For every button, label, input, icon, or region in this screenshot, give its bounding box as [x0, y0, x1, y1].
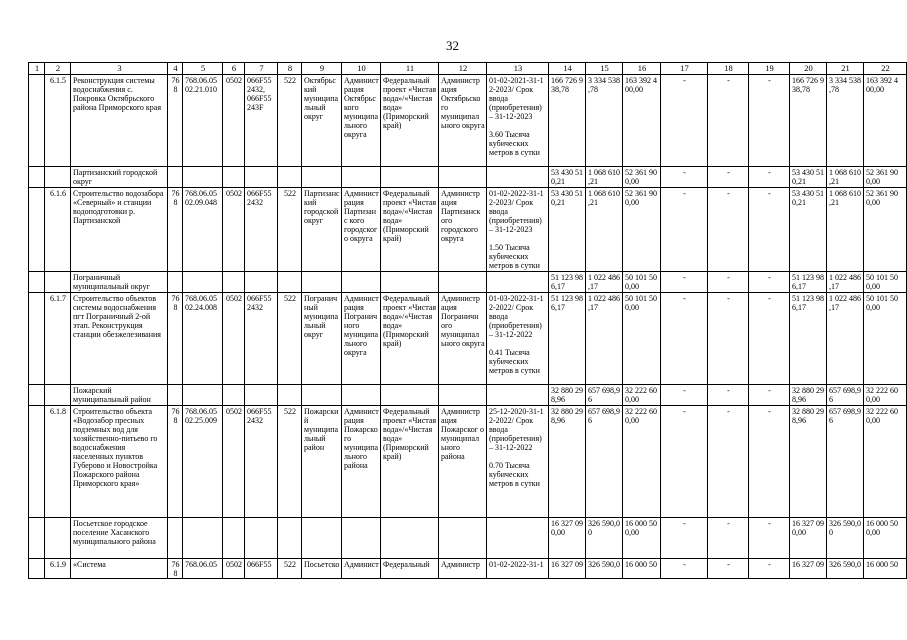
table-cell: Пограничный муниципальный округ	[71, 272, 168, 293]
table-cell: 768.06.05 02.09.048	[183, 188, 223, 272]
table-cell: 326 590,0 0	[827, 518, 864, 559]
table-cell	[29, 559, 45, 579]
table-cell: 768.06.05 02.25.009	[183, 406, 223, 518]
table-cell	[302, 167, 342, 188]
table-cell: 52 361 90 0,00	[864, 188, 907, 272]
table-cell	[278, 518, 302, 559]
table-cell	[342, 272, 381, 293]
table-cell	[342, 167, 381, 188]
table-cell: 326 590,0 0	[586, 518, 623, 559]
table-cell: 51 123 98 6,17	[549, 272, 586, 293]
table-cell	[183, 385, 223, 406]
table-cell: Строительство объектов системы водоснабжения пгт Пограничный 2-ой этап. Реконструкция станции обезжелезивания	[71, 293, 168, 385]
table-cell: 1 022 486 ,17	[586, 272, 623, 293]
table-cell: -	[661, 188, 708, 272]
table-cell: 52 361 90 0,00	[623, 167, 661, 188]
column-header: 20	[790, 63, 827, 75]
table-cell: 657 698,9 6	[586, 385, 623, 406]
table-cell	[487, 518, 549, 559]
table-cell: 1 022 486 ,17	[586, 293, 623, 385]
table-cell	[29, 188, 45, 272]
column-header: 22	[864, 63, 907, 75]
table-cell: 01-02-2021-31-1 2-2023/ Срок ввода (приобретения) – 31-12-2023 3.60 Тысяча кубических метров в сутки	[487, 75, 549, 167]
header-row	[29, 63, 907, 75]
table-cell: -	[661, 518, 708, 559]
column-header: 13	[487, 63, 549, 75]
table-cell	[29, 167, 45, 188]
table-cell: -	[661, 293, 708, 385]
column-header: 9	[302, 63, 342, 75]
table-cell: Федеральный проект «Чистая вода»/«Чистая вода» (Приморский край)	[381, 75, 439, 167]
table-cell: Пожарски й муниципа льный район	[302, 406, 342, 518]
table-cell: 768	[168, 75, 183, 167]
table-cell	[302, 385, 342, 406]
table-cell: 01-03-2022-31-1 2-2022/ Срок ввода (приобретения) – 31-12-2022 0.41 Тысяча кубических метров в сутки	[487, 293, 549, 385]
table-cell: 066F55 2432	[245, 188, 278, 272]
table-cell	[278, 385, 302, 406]
table-cell	[45, 272, 71, 293]
table-cell: Федеральный проект «Чистая вода»/«Чистая вода» (Приморский край)	[381, 188, 439, 272]
table-cell: Реконструкция системы водоснабжения с. Покровка Октябрьского района Приморского края	[71, 75, 168, 167]
table-cell	[29, 293, 45, 385]
table-cell: -	[661, 559, 708, 579]
table-cell: 32 222 60 0,00	[864, 406, 907, 518]
table-cell: 166 726 9 38,78	[549, 75, 586, 167]
table-cell: 768.06.05 02.21.010	[183, 75, 223, 167]
table-cell: 53 430 51 0,21	[549, 188, 586, 272]
table-cell	[487, 167, 549, 188]
table-row	[29, 518, 907, 559]
table-row	[29, 293, 907, 385]
table-cell: 52 361 90 0,00	[623, 188, 661, 272]
table-cell: 3 334 538 ,78	[827, 75, 864, 167]
table-cell: 51 123 98 6,17	[790, 293, 827, 385]
table-cell	[342, 385, 381, 406]
table-cell: 52 361 90 0,00	[864, 167, 907, 188]
table-cell: 16 327 09 0,00	[790, 518, 827, 559]
table-cell	[381, 385, 439, 406]
table-cell: 6.1.8	[45, 406, 71, 518]
table-row	[29, 75, 907, 167]
table-cell	[245, 167, 278, 188]
table-cell: 522	[278, 75, 302, 167]
table-cell: Федеральный проект «Чистая вода»/«Чистая вода» (Приморский край)	[381, 406, 439, 518]
table-cell: Администр	[439, 559, 487, 579]
table-cell: 066F55 2432	[245, 406, 278, 518]
table-cell: Строительство водозабора «Северный» и станции водоподготовки р. Партизанской	[71, 188, 168, 272]
table-cell: -	[661, 272, 708, 293]
table-cell: Погранич ный муниципа льный округ	[302, 293, 342, 385]
table-cell	[29, 272, 45, 293]
table-cell: 0502	[223, 188, 245, 272]
table-cell: Посьетское городское поселение Хасанского муниципального района	[71, 518, 168, 559]
table-cell: 16 000 50 0,00	[623, 518, 661, 559]
table-cell: 32 880 29 8,96	[549, 406, 586, 518]
page-number: 32	[446, 38, 459, 53]
table-cell: 25-12-2020-31-1 2-2022/ Срок ввода (приобретения) – 31-12-2022 0.70 Тысяча кубических метров в сутки	[487, 406, 549, 518]
table-cell	[29, 75, 45, 167]
table-cell: -	[749, 167, 790, 188]
table-cell	[29, 406, 45, 518]
table-cell: 16 000 50	[864, 559, 907, 579]
table-cell: 768.06.05 02.24.008	[183, 293, 223, 385]
table-cell: 768	[168, 188, 183, 272]
table-cell: 0502	[223, 406, 245, 518]
table-cell: Октябрьс кий муниципа льный округ	[302, 75, 342, 167]
table-cell: 32 222 60 0,00	[864, 385, 907, 406]
table-cell: 6.1.9	[45, 559, 71, 579]
table-cell: 1 068 610 ,21	[586, 188, 623, 272]
table-cell: -	[749, 293, 790, 385]
table-cell: Федеральный	[381, 559, 439, 579]
table-cell	[183, 272, 223, 293]
column-header: 21	[827, 63, 864, 75]
column-header: 12	[439, 63, 487, 75]
table-cell: -	[708, 167, 749, 188]
table-cell: -	[749, 406, 790, 518]
budget-table	[28, 62, 907, 579]
table-cell: 768.06.05	[183, 559, 223, 579]
table-cell: Админист рация Октябрьс кого муниципа льного округа	[342, 75, 381, 167]
table-cell	[168, 385, 183, 406]
table-cell	[439, 272, 487, 293]
table-cell: 0502	[223, 293, 245, 385]
table-cell: Админист рация Партизанс кого городског о округа	[342, 188, 381, 272]
table-cell	[245, 272, 278, 293]
column-header: 17	[661, 63, 708, 75]
table-cell: -	[708, 293, 749, 385]
table-cell: 50 101 50 0,00	[623, 272, 661, 293]
table-cell: 32 222 60 0,00	[623, 406, 661, 518]
table-cell: 51 123 98 6,17	[790, 272, 827, 293]
table-cell: 32 222 60 0,00	[623, 385, 661, 406]
table-cell: Администр ация Октябрьско го муниципал ьного округа	[439, 75, 487, 167]
table-cell: 326 590,0	[827, 559, 864, 579]
table-row	[29, 559, 907, 579]
table-cell: 6.1.5	[45, 75, 71, 167]
table-cell	[29, 385, 45, 406]
table-cell: 657 698,9 6	[827, 406, 864, 518]
column-header: 2	[45, 63, 71, 75]
table-cell	[381, 272, 439, 293]
table-cell: 1 068 610 ,21	[827, 167, 864, 188]
table-cell: -	[661, 167, 708, 188]
table-cell	[168, 518, 183, 559]
table-cell: Посьетско	[302, 559, 342, 579]
table-cell: -	[708, 406, 749, 518]
table-cell	[439, 167, 487, 188]
table-cell: 1 068 610 ,21	[827, 188, 864, 272]
table-cell	[302, 518, 342, 559]
table-cell: -	[749, 385, 790, 406]
table-cell: Партизанс кий городской округ	[302, 188, 342, 272]
table-cell	[245, 385, 278, 406]
table-row	[29, 188, 907, 272]
table-cell	[183, 518, 223, 559]
table-cell	[29, 518, 45, 559]
table-cell: -	[749, 188, 790, 272]
column-header: 14	[549, 63, 586, 75]
table-cell: Федеральный проект «Чистая вода»/«Чистая вода» (Приморский край)	[381, 293, 439, 385]
table-cell: 066F55 2432	[245, 293, 278, 385]
table-cell: -	[661, 75, 708, 167]
table-cell: 16 000 50	[623, 559, 661, 579]
column-header: 15	[586, 63, 623, 75]
table-cell: -	[708, 272, 749, 293]
table-cell: 53 430 51 0,21	[549, 167, 586, 188]
table-cell: 522	[278, 406, 302, 518]
column-header: 4	[168, 63, 183, 75]
table-cell	[439, 518, 487, 559]
table-cell: 53 430 51 0,21	[790, 188, 827, 272]
table-cell: 326 590,0	[586, 559, 623, 579]
table-cell: 53 430 51 0,21	[790, 167, 827, 188]
table-cell	[302, 272, 342, 293]
table-cell: Админист рация Погранич ного муниципа льного округа	[342, 293, 381, 385]
table-cell: 6.1.7	[45, 293, 71, 385]
column-header: 8	[278, 63, 302, 75]
table-cell: 657 698,9 6	[827, 385, 864, 406]
table-cell: 066F55	[245, 559, 278, 579]
table-cell	[278, 272, 302, 293]
table-cell: 50 101 50 0,00	[864, 272, 907, 293]
table-cell	[223, 518, 245, 559]
table-cell: -	[749, 518, 790, 559]
table-cell: 01-02-2022-31-1	[487, 559, 549, 579]
table-cell: Строительство объекта «Водозабор пресных подземных вод для хозяйственно-питьево го водоснабжения населенных пунктов Губерово и Новостройка Пожарского района Приморского края»	[71, 406, 168, 518]
column-header: 5	[183, 63, 223, 75]
table-cell	[487, 272, 549, 293]
table-cell: Партизанский городской округ	[71, 167, 168, 188]
table-cell: 768	[168, 293, 183, 385]
table-cell: «Система	[71, 559, 168, 579]
table-cell: -	[708, 75, 749, 167]
table-row	[29, 406, 907, 518]
table-cell	[168, 272, 183, 293]
table-cell: -	[661, 385, 708, 406]
table-cell	[223, 167, 245, 188]
table-cell: 163 392 4 00,00	[623, 75, 661, 167]
table-cell: 6.1.6	[45, 188, 71, 272]
table-row	[29, 272, 907, 293]
table-cell	[223, 272, 245, 293]
table-cell: 522	[278, 293, 302, 385]
table-cell: 1 022 486 ,17	[827, 272, 864, 293]
table-cell: 16 327 09	[790, 559, 827, 579]
table-cell	[245, 518, 278, 559]
table-cell	[381, 167, 439, 188]
table-cell: Админист рация Пожарско го муниципа льного района	[342, 406, 381, 518]
table-cell	[487, 385, 549, 406]
table-cell: 0502	[223, 75, 245, 167]
column-header: 7	[245, 63, 278, 75]
table-cell: 51 123 98 6,17	[549, 293, 586, 385]
table-cell: 16 327 09 0,00	[549, 518, 586, 559]
table-cell: 3 334 538 ,78	[586, 75, 623, 167]
table-cell: 163 392 4 00,00	[864, 75, 907, 167]
table-cell	[45, 518, 71, 559]
table-cell: 32 880 29 8,96	[790, 385, 827, 406]
column-header: 19	[749, 63, 790, 75]
column-header: 3	[71, 63, 168, 75]
column-header: 16	[623, 63, 661, 75]
column-header: 10	[342, 63, 381, 75]
table-cell: 657 698,9 6	[586, 406, 623, 518]
table-cell	[381, 518, 439, 559]
table-cell: 01-02-2022-31-1 2-2023/ Срок ввода (приобретения) – 31-12-2023 1.50 Тысяча кубических метров в сутки	[487, 188, 549, 272]
table-cell: 066F55 2432, 066F55 243F	[245, 75, 278, 167]
table-cell: -	[749, 559, 790, 579]
table-cell	[439, 385, 487, 406]
table-cell	[168, 167, 183, 188]
table-cell	[45, 385, 71, 406]
table-cell: Администр ация Пожарског о муниципал ьного района	[439, 406, 487, 518]
table-cell	[183, 167, 223, 188]
table-cell	[342, 518, 381, 559]
table-cell: 16 327 09	[549, 559, 586, 579]
table-cell: -	[749, 75, 790, 167]
column-header: 18	[708, 63, 749, 75]
table-row	[29, 385, 907, 406]
table-cell: 16 000 50 0,00	[864, 518, 907, 559]
table-cell: 768	[168, 559, 183, 579]
table-cell: 32 880 29 8,96	[790, 406, 827, 518]
table-cell: 768	[168, 406, 183, 518]
table-cell	[45, 167, 71, 188]
table-cell: -	[708, 385, 749, 406]
table-cell: 522	[278, 188, 302, 272]
table-cell: Администр ация Партизанск ого городского округа	[439, 188, 487, 272]
column-header: 11	[381, 63, 439, 75]
table-cell: -	[661, 406, 708, 518]
column-header: 1	[29, 63, 45, 75]
table-cell	[223, 385, 245, 406]
table-cell: -	[708, 188, 749, 272]
table-cell: 166 726 9 38,78	[790, 75, 827, 167]
table-cell: -	[708, 559, 749, 579]
table-row	[29, 167, 907, 188]
table-cell: 1 022 486 ,17	[827, 293, 864, 385]
table-cell: -	[708, 518, 749, 559]
table-cell: 0502	[223, 559, 245, 579]
table-cell: 522	[278, 559, 302, 579]
column-header: 6	[223, 63, 245, 75]
table-cell: 50 101 50 0,00	[623, 293, 661, 385]
table-cell: Админист	[342, 559, 381, 579]
table-cell: 50 101 50 0,00	[864, 293, 907, 385]
table-cell: Администр ация Пограничн ого муниципал ьного округа	[439, 293, 487, 385]
table-cell: 32 880 29 8,96	[549, 385, 586, 406]
table-cell: Пожарский муниципальный район	[71, 385, 168, 406]
table-cell	[278, 167, 302, 188]
table-cell: 1 068 610 ,21	[586, 167, 623, 188]
table-cell: -	[749, 272, 790, 293]
